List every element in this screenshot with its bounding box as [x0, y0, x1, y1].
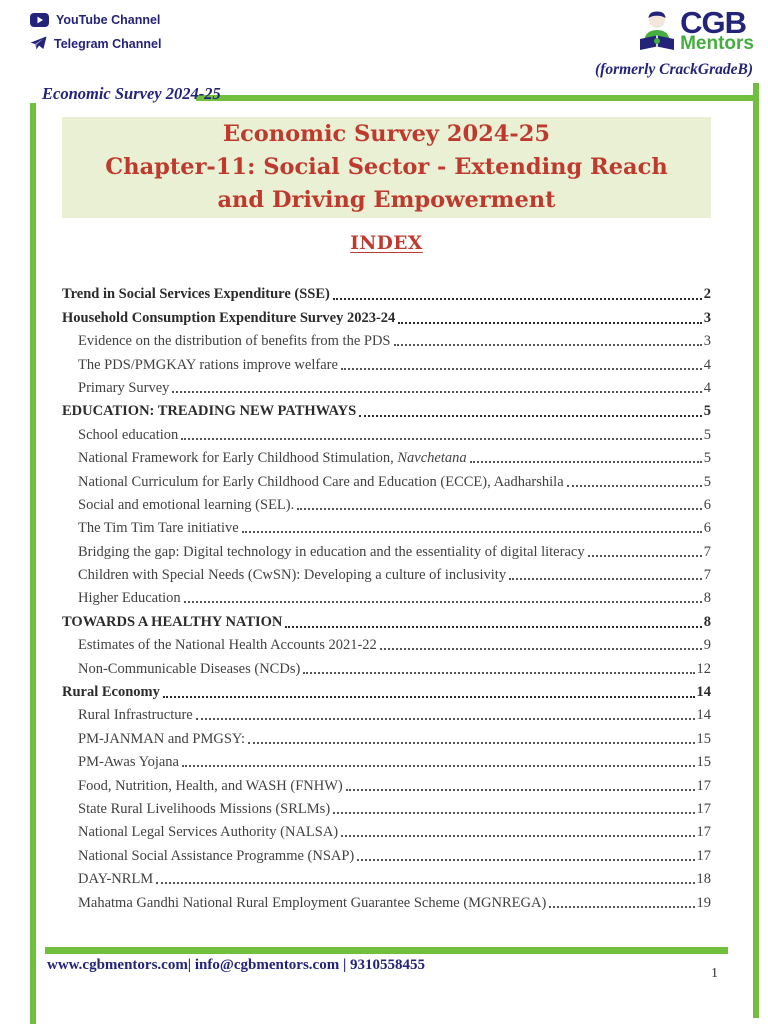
- toc-entry[interactable]: [62, 514, 711, 537]
- header-green-rule: [196, 95, 759, 101]
- youtube-channel-label: YouTube Channel: [56, 13, 161, 27]
- toc-page-number: 5: [703, 450, 711, 467]
- toc-entry-label: Trend in Social Services Expenditure (SSE): [62, 286, 330, 303]
- toc-entry-label: Estimates of the National Health Accounts 2021-22: [78, 637, 377, 654]
- toc-entry[interactable]: [62, 280, 711, 303]
- logo-person-reading-icon: [636, 8, 678, 61]
- toc-entry[interactable]: [62, 420, 711, 443]
- toc-entry[interactable]: [62, 701, 711, 724]
- toc-dot-leader: [172, 391, 701, 393]
- social-links: [30, 13, 161, 60]
- toc-entry[interactable]: [62, 303, 711, 326]
- toc-dot-leader: [242, 531, 702, 533]
- toc-page-number: 4: [703, 379, 711, 396]
- toc-dot-leader: [181, 438, 701, 440]
- youtube-icon: [30, 13, 49, 27]
- toc-page-number: 7: [703, 567, 711, 584]
- toc-page-number: 8: [703, 590, 711, 607]
- toc-page-number: 6: [703, 520, 711, 537]
- toc-entry[interactable]: [62, 771, 711, 794]
- toc-entry-label: Children with Special Needs (CwSN): Developing a culture of inclusivity: [78, 567, 507, 584]
- toc-dot-leader: [398, 322, 701, 324]
- toc-dot-leader: [394, 344, 702, 346]
- toc-page-number: 12: [696, 660, 711, 677]
- chapter-title-line-2: Chapter-11: Social Sector - Extending Reach: [105, 154, 668, 180]
- toc-page-number: 5: [703, 426, 711, 443]
- toc-dot-leader: [509, 578, 702, 580]
- toc-entry[interactable]: [62, 888, 711, 911]
- footer-contact-text: www.cgbmentors.com| info@cgbmentors.com | 9310558455: [47, 957, 426, 973]
- toc-page-number: 4: [703, 356, 711, 373]
- formerly-crackgradeb-text: (formerly CrackGradeB): [595, 61, 753, 78]
- toc-dot-leader: [196, 718, 695, 720]
- logo-wordmark: [680, 5, 754, 54]
- toc-page-number: 17: [696, 824, 711, 841]
- left-green-border: [30, 103, 36, 1024]
- toc-entry[interactable]: [62, 748, 711, 771]
- toc-dot-leader: [549, 906, 694, 908]
- toc-entry-label: National Legal Services Authority (NALSA): [78, 824, 339, 841]
- toc-entry[interactable]: [62, 444, 711, 467]
- index-heading-wrap: [62, 233, 711, 254]
- chapter-title-line-1: Economic Survey 2024-25: [222, 121, 551, 147]
- toc-dot-leader: [156, 882, 694, 884]
- toc-dot-leader: [588, 555, 702, 557]
- telegram-channel-link[interactable]: [30, 36, 161, 51]
- toc-page-number: 17: [696, 847, 711, 864]
- toc-page-number: 7: [703, 543, 711, 560]
- toc-page-number: 5: [703, 403, 711, 420]
- toc-entry-label: Rural Economy: [62, 684, 160, 701]
- toc-dot-leader: [341, 835, 694, 837]
- toc-entry-label: The Tim Tim Tare initiative: [78, 520, 239, 537]
- toc-entry[interactable]: [62, 397, 711, 420]
- toc-entry-label: National Framework for Early Childhood Stimulation, Navchetana: [78, 450, 467, 467]
- toc-page-number: 6: [703, 496, 711, 513]
- toc-dot-leader: [470, 461, 702, 463]
- toc-page-number: 8: [703, 613, 711, 630]
- toc-page-number: 14: [696, 684, 711, 701]
- toc-entry-label: Mahatma Gandhi National Rural Employment Guarantee Scheme (MGNREGA): [78, 894, 547, 911]
- toc-page-number: 19: [696, 894, 711, 911]
- telegram-icon: [30, 36, 47, 51]
- toc-page-number: 17: [696, 777, 711, 794]
- toc-entry[interactable]: [62, 584, 711, 607]
- toc-page-number: 3: [703, 333, 711, 350]
- toc-dot-leader: [303, 672, 694, 674]
- toc-dot-leader: [297, 508, 702, 510]
- toc-entry[interactable]: [62, 795, 711, 818]
- toc-entry-label: Evidence on the distribution of benefits from the PDS: [78, 333, 391, 350]
- toc-entry-label: National Social Assistance Programme (NSAP): [78, 847, 355, 864]
- toc-entry-label: Social and emotional learning (SEL).: [78, 496, 295, 513]
- toc-entry[interactable]: [62, 818, 711, 841]
- toc-entry-label: TOWARDS A HEALTHY NATION: [62, 613, 283, 630]
- toc-entry-label: School education: [78, 426, 179, 443]
- toc-entry-label: Primary Survey: [78, 379, 170, 396]
- toc-entry[interactable]: [62, 841, 711, 864]
- toc-dot-leader: [285, 626, 701, 628]
- toc-dot-leader: [184, 601, 702, 603]
- toc-dot-leader: [357, 859, 694, 861]
- toc-entry[interactable]: [62, 537, 711, 560]
- toc-entry[interactable]: [62, 327, 711, 350]
- toc-page-number: 15: [696, 730, 711, 747]
- index-heading: INDEX: [350, 233, 423, 254]
- toc-dot-leader: [248, 742, 694, 744]
- toc-entry-label: State Rural Livelihoods Missions (SRLMs): [78, 800, 331, 817]
- toc-entry-label: Bridging the gap: Digital technology in education and the essentiality of digital literacy: [78, 543, 585, 560]
- toc-entry[interactable]: [62, 491, 711, 514]
- toc-page-number: 14: [696, 707, 711, 724]
- chapter-title-line-3: and Driving Empowerment: [217, 187, 556, 213]
- toc-entry-label: PM-Awas Yojana: [78, 754, 179, 771]
- footer-green-bar: [45, 947, 728, 954]
- toc-entry[interactable]: [62, 654, 711, 677]
- toc-entry-label: National Curriculum for Early Childhood Care and Education (ECCE), Aadharshila: [78, 473, 564, 490]
- toc-entry[interactable]: [62, 865, 711, 888]
- toc-page-number: 18: [696, 871, 711, 888]
- toc-dot-leader: [163, 696, 695, 698]
- toc-page-number: 2: [703, 286, 711, 303]
- telegram-channel-label: Telegram Channel: [54, 36, 162, 51]
- toc-entry-label: The PDS/PMGKAY rations improve welfare: [78, 356, 338, 373]
- toc-dot-leader: [380, 648, 702, 650]
- toc-entry-label: EDUCATION: TREADING NEW PATHWAYS: [62, 403, 357, 420]
- toc-page-number: 3: [703, 309, 711, 326]
- logo-cgb-text: CGB: [680, 5, 746, 40]
- toc-entry[interactable]: [62, 350, 711, 373]
- toc-entry[interactable]: [62, 467, 711, 490]
- toc-page-number: 17: [696, 800, 711, 817]
- page-number: 1: [711, 966, 718, 981]
- toc-dot-leader: [346, 789, 695, 791]
- toc-page-number: 9: [703, 637, 711, 654]
- toc-dot-leader: [359, 415, 702, 417]
- toc-entry-label: DAY-NRLM: [78, 871, 154, 888]
- toc-dot-leader: [567, 485, 702, 487]
- toc-entry-label: Non-Communicable Diseases (NCDs): [78, 660, 301, 677]
- toc-dot-leader: [182, 765, 695, 767]
- toc-entry[interactable]: [62, 607, 711, 630]
- toc-page-number: 15: [696, 754, 711, 771]
- toc-entry[interactable]: [62, 631, 711, 654]
- document-label: Economic Survey 2024-25: [42, 84, 221, 103]
- toc-list: [62, 280, 711, 912]
- chapter-title-box: [62, 117, 711, 218]
- toc-entry[interactable]: [62, 561, 711, 584]
- toc-dot-leader: [341, 368, 702, 370]
- toc-entry[interactable]: [62, 724, 711, 747]
- toc-entry-label: Rural Infrastructure: [78, 707, 193, 724]
- toc-dot-leader: [333, 812, 694, 814]
- right-green-border: [753, 83, 759, 1018]
- logo-mentors-text: Mentors: [680, 33, 754, 54]
- toc-entry-label: PM-JANMAN and PMGSY:: [78, 730, 246, 747]
- toc-entry-label: Higher Education: [78, 590, 181, 607]
- toc-entry-label: Food, Nutrition, Health, and WASH (FNHW): [78, 777, 343, 794]
- cgb-mentors-logo: [636, 5, 754, 61]
- toc-entry[interactable]: [62, 678, 711, 701]
- toc-dot-leader: [333, 298, 702, 300]
- toc-entry[interactable]: [62, 374, 711, 397]
- toc-page-number: 5: [703, 473, 711, 490]
- toc-entry-label: Household Consumption Expenditure Survey 2023-24: [62, 309, 396, 326]
- youtube-channel-link[interactable]: [30, 13, 161, 27]
